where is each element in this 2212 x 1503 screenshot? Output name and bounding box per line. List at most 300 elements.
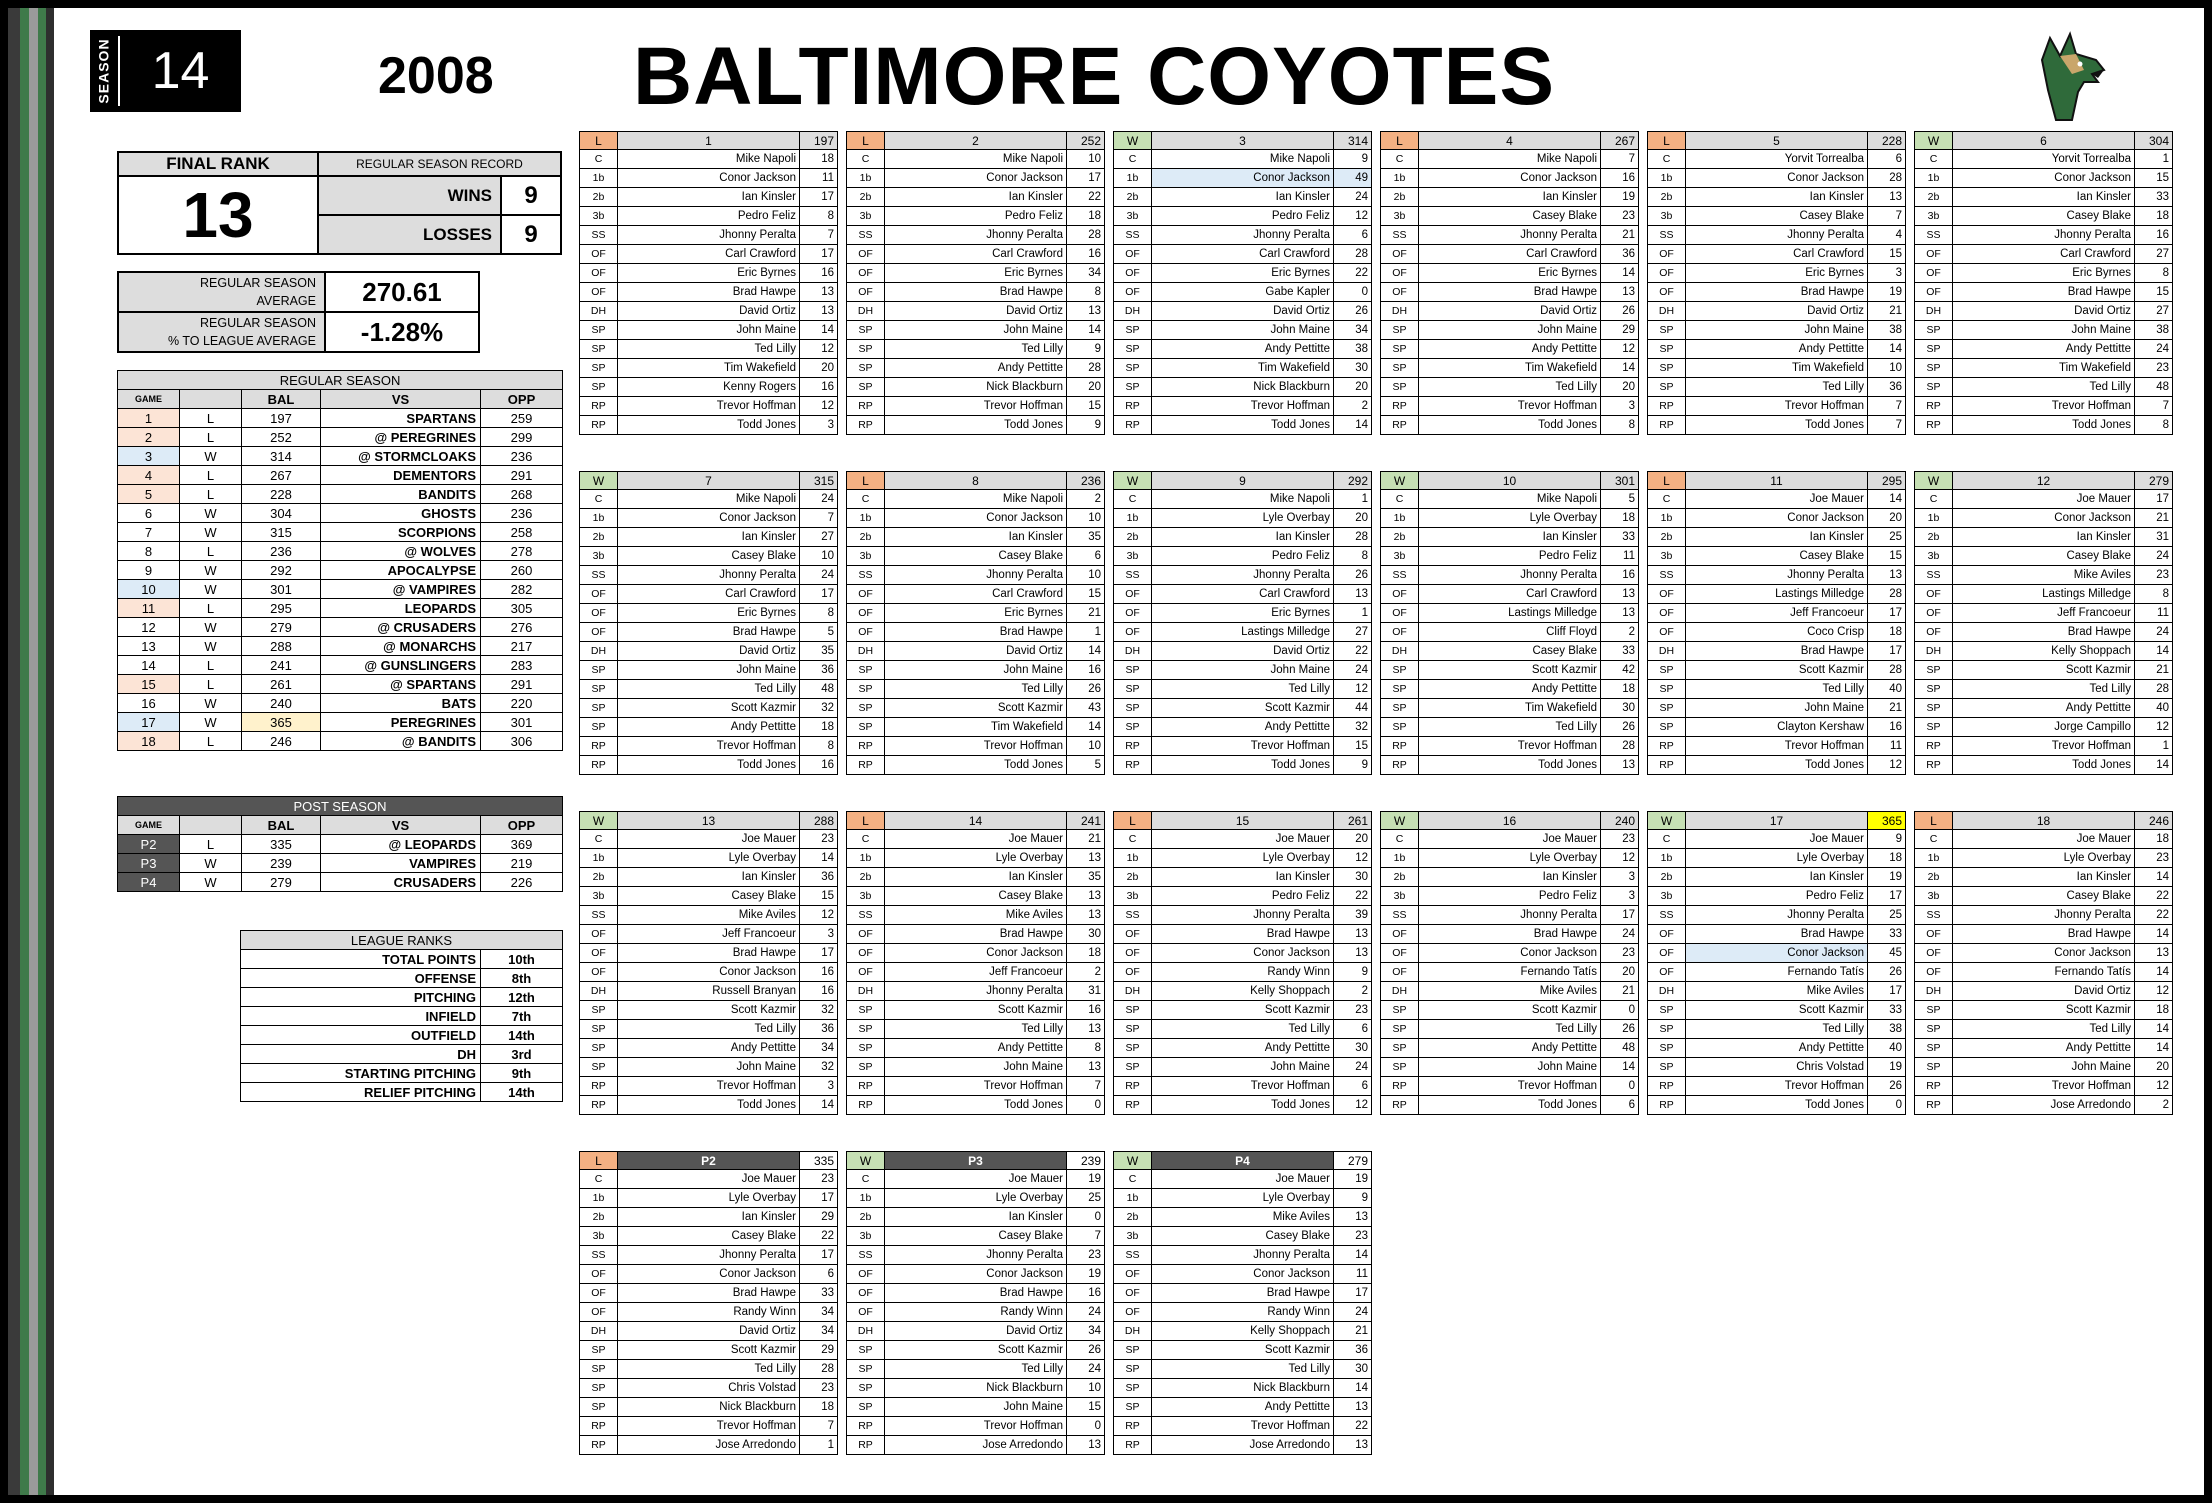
game-box [1914,811,2172,1115]
player-row [1114,1246,1372,1265]
position: OF [1915,585,1953,604]
player-points: 23 [800,1379,838,1398]
player-points: 12 [800,340,838,359]
game-result-badge: L [847,472,885,490]
player-points: 28 [1868,585,1906,604]
player-name: Casey Blake [1152,1227,1334,1246]
player-points: 12 [1601,849,1639,868]
position: 2b [1915,528,1953,547]
player-name: David Ortiz [1953,982,2135,1001]
game-number: 3 [1152,132,1334,150]
table-row [118,523,563,542]
position: OF [1915,944,1953,963]
opponent: BANDITS [321,485,481,504]
position: RP [580,756,618,775]
player-row [1114,150,1372,169]
player-name: Nick Blackburn [1152,1379,1334,1398]
player-row [1114,623,1372,642]
player-name: Ted Lilly [1152,1360,1334,1379]
player-row [847,1039,1105,1058]
player-points: 21 [1334,1322,1372,1341]
position: OF [580,1284,618,1303]
position: C [580,150,618,169]
opp-score: 301 [481,713,563,732]
game-box [579,1151,837,1455]
position: 2b [580,868,618,887]
rank-row [241,950,563,969]
player-row [1114,1058,1372,1077]
player-row [1114,1170,1372,1189]
player-name: Brad Hawpe [1686,642,1868,661]
player-points: 15 [1868,547,1906,566]
player-name: Jhonny Peralta [1152,906,1334,925]
game-result-badge: L [1648,132,1686,150]
player-name: Conor Jackson [618,169,800,188]
player-row [1381,226,1639,245]
player-name: Coco Crisp [1686,623,1868,642]
player-name: Nick Blackburn [1152,378,1334,397]
final-rank-value: 13 [118,176,318,254]
position: 1b [580,849,618,868]
player-row [1915,359,2173,378]
game-number: 6 [118,504,180,523]
player-name: Joe Mauer [618,830,800,849]
player-row [1114,1077,1372,1096]
game-result-badge: L [847,812,885,830]
position: SP [847,378,885,397]
game-score: 295 [1868,472,1906,490]
player-name: Tim Wakefield [1152,359,1334,378]
player-name: Joe Mauer [885,1170,1067,1189]
player-row [580,264,838,283]
player-row [580,245,838,264]
player-points: 22 [1334,642,1372,661]
player-points: 24 [800,566,838,585]
post-season-table [117,796,563,892]
player-points: 18 [2135,207,2173,226]
player-row [847,868,1105,887]
player-points: 12 [1334,849,1372,868]
position: OF [847,264,885,283]
position: SP [1648,1001,1686,1020]
player-name: Andy Pettitte [885,359,1067,378]
player-points: 36 [800,1020,838,1039]
game-result-badge: W [1915,472,1953,490]
player-name: Fernando Tatís [1953,963,2135,982]
game-number: 1 [118,409,180,428]
player-row [1114,1284,1372,1303]
player-row [1114,1001,1372,1020]
player-name: Conor Jackson [1152,944,1334,963]
player-name: Andy Pettitte [1686,340,1868,359]
player-points: 9 [1868,830,1906,849]
player-name: Fernando Tatís [1686,963,1868,982]
player-row [1915,283,2173,302]
player-points: 40 [1868,680,1906,699]
player-row [1915,509,2173,528]
opp-score: 291 [481,466,563,485]
player-row [1381,1096,1639,1115]
player-name: Brad Hawpe [885,1284,1067,1303]
position: OF [1114,623,1152,642]
opponent: @ CRUSADERS [321,618,481,637]
opp-score: 258 [481,523,563,542]
player-points: 28 [1067,359,1105,378]
position: RP [1648,416,1686,435]
position: DH [1648,642,1686,661]
player-points: 24 [1334,188,1372,207]
player-points: 16 [1067,1001,1105,1020]
player-points: 12 [800,906,838,925]
player-row [580,490,838,509]
player-row [580,868,838,887]
game-number: 13 [118,637,180,656]
player-points: 12 [1334,680,1372,699]
player-points: 21 [1067,830,1105,849]
player-name: Brad Hawpe [885,283,1067,302]
player-row [1915,906,2173,925]
player-name: Ian Kinsler [885,868,1067,887]
opponent: BATS [321,694,481,713]
player-name: Conor Jackson [1953,944,2135,963]
player-row [580,1227,838,1246]
position: SP [847,340,885,359]
rank-value: 9th [481,1064,563,1083]
position: 3b [580,1227,618,1246]
player-name: Ian Kinsler [1419,188,1601,207]
player-points: 14 [1868,340,1906,359]
player-name: John Maine [1152,321,1334,340]
position: 3b [1915,547,1953,566]
player-name: Pedro Feliz [618,207,800,226]
player-name: Eric Byrnes [1152,264,1334,283]
player-points: 2 [2135,1096,2173,1115]
position: SP [580,321,618,340]
table-row [118,713,563,732]
player-points: 29 [800,1341,838,1360]
player-name: Todd Jones [885,416,1067,435]
player-name: Ted Lilly [1686,680,1868,699]
player-row [1381,585,1639,604]
game-result-badge: L [847,132,885,150]
player-points: 19 [1601,188,1639,207]
player-row [580,849,838,868]
losses-label: LOSSES [318,215,501,254]
player-name: Andy Pettitte [1419,340,1601,359]
player-points: 14 [2135,925,2173,944]
position: SP [1648,1039,1686,1058]
player-name: Andy Pettitte [1686,1039,1868,1058]
player-row [847,1020,1105,1039]
game-number: 9 [118,561,180,580]
player-row [580,188,838,207]
player-name: Todd Jones [1953,756,2135,775]
player-points: 12 [2135,718,2173,737]
player-row [1648,718,1906,737]
position: OF [1648,585,1686,604]
col-bal: BAL [242,390,321,409]
player-points: 13 [1067,1058,1105,1077]
player-name: Brad Hawpe [618,1284,800,1303]
player-row [1381,509,1639,528]
player-row [847,830,1105,849]
player-points: 24 [1334,661,1372,680]
player-name: John Maine [885,1398,1067,1417]
table-row [118,854,563,873]
player-row [1114,699,1372,718]
player-name: Joe Mauer [1419,830,1601,849]
game-result: L [180,599,242,618]
player-row [847,566,1105,585]
player-row [847,585,1105,604]
player-name: Scott Kazmir [1953,661,2135,680]
position: 2b [1648,188,1686,207]
player-row [580,1398,838,1417]
player-points: 20 [1601,963,1639,982]
player-points: 17 [1868,604,1906,623]
position: 1b [1915,509,1953,528]
player-row [1648,1039,1906,1058]
position: SP [580,680,618,699]
rank-row [241,1064,563,1083]
game-box [1113,811,1371,1115]
position: 1b [580,1189,618,1208]
position: SS [1114,226,1152,245]
player-row [847,718,1105,737]
player-name: Russell Branyan [618,982,800,1001]
player-row [847,1284,1105,1303]
pct-league-value: -1.28% [325,312,479,352]
player-points: 24 [2135,340,2173,359]
player-row [1114,207,1372,226]
player-row [1648,283,1906,302]
player-points: 11 [1868,737,1906,756]
player-points: 9 [1067,416,1105,435]
position: 3b [847,1227,885,1246]
player-row [580,1170,838,1189]
position: 1b [847,169,885,188]
player-row [580,226,838,245]
game-score: 241 [1067,812,1105,830]
position: OF [580,963,618,982]
player-points: 20 [800,359,838,378]
player-row [1648,302,1906,321]
player-row [847,1303,1105,1322]
position: 2b [1648,868,1686,887]
player-row [1381,245,1639,264]
table-row [118,447,563,466]
player-name: Scott Kazmir [1686,1001,1868,1020]
player-points: 16 [1601,566,1639,585]
player-points: 16 [800,982,838,1001]
game-number: 16 [118,694,180,713]
player-points: 12 [1334,1096,1372,1115]
player-name: Brad Hawpe [1953,283,2135,302]
position: SP [1915,718,1953,737]
position: RP [847,1077,885,1096]
game-result-badge: W [1648,812,1686,830]
player-row [847,1077,1105,1096]
player-row [847,264,1105,283]
position: C [1915,830,1953,849]
player-row [847,1096,1105,1115]
player-points: 21 [1601,982,1639,1001]
opponent: VAMPIRES [321,854,481,873]
player-row [1114,1227,1372,1246]
player-row [847,302,1105,321]
player-points: 20 [2135,1058,2173,1077]
player-points: 43 [1067,699,1105,718]
player-name: Lyle Overbay [618,1189,800,1208]
player-row [1381,1001,1639,1020]
player-points: 26 [1067,680,1105,699]
player-points: 13 [1067,1020,1105,1039]
player-row [1381,302,1639,321]
player-name: Casey Blake [885,887,1067,906]
player-row [580,642,838,661]
player-name: Carl Crawford [618,245,800,264]
post-season-title: POST SEASON [118,797,563,816]
position: 3b [1648,547,1686,566]
pct-league-label: REGULAR SEASON % TO LEAGUE AVERAGE [118,312,325,352]
rank-label: RELIEF PITCHING [241,1083,481,1102]
player-row [1648,906,1906,925]
player-points: 14 [1334,416,1372,435]
position: SP [580,378,618,397]
position: C [1381,150,1419,169]
position: 1b [1381,169,1419,188]
player-row [847,661,1105,680]
player-row [580,925,838,944]
player-points: 11 [1601,547,1639,566]
position: RP [1648,756,1686,775]
rank-row [241,1083,563,1102]
player-name: Chris Volstad [1686,1058,1868,1077]
player-name: Ian Kinsler [1419,528,1601,547]
player-row [1381,359,1639,378]
player-name: Scott Kazmir [1686,661,1868,680]
position: 3b [1114,887,1152,906]
player-name: John Maine [1686,699,1868,718]
position: OF [1381,604,1419,623]
player-row [1381,680,1639,699]
player-row [1648,226,1906,245]
game-score: 197 [800,132,838,150]
player-name: Andy Pettitte [1419,680,1601,699]
game-number: 7 [618,472,800,490]
player-row [580,1417,838,1436]
table-row [118,504,563,523]
position: SP [580,1360,618,1379]
position: SP [1648,1058,1686,1077]
position: C [580,1170,618,1189]
player-row [1915,604,2173,623]
player-row [1915,925,2173,944]
player-points: 7 [1067,1077,1105,1096]
player-row [1648,150,1906,169]
player-row [1381,756,1639,775]
opponent: APOCALYPSE [321,561,481,580]
position: SP [1648,699,1686,718]
position: 3b [1381,547,1419,566]
game-result: W [180,504,242,523]
player-points: 10 [1067,1379,1105,1398]
player-name: Jhonny Peralta [1419,566,1601,585]
game-result: W [180,523,242,542]
player-row [1381,1077,1639,1096]
player-points: 7 [800,226,838,245]
position: SP [580,359,618,378]
player-name: John Maine [618,321,800,340]
position: SP [1915,661,1953,680]
game-header [847,1152,1105,1170]
player-row [580,1265,838,1284]
player-points: 14 [1067,718,1105,737]
player-row [1915,245,2173,264]
player-points: 33 [1868,1001,1906,1020]
player-row [580,756,838,775]
player-points: 23 [1601,944,1639,963]
position: 1b [1114,169,1152,188]
player-row [1381,321,1639,340]
player-points: 8 [800,604,838,623]
player-row [1915,150,2173,169]
player-name: Joe Mauer [1686,490,1868,509]
table-row [118,409,563,428]
player-name: Eric Byrnes [1152,604,1334,623]
player-points: 26 [1067,1341,1105,1360]
player-points: 20 [1334,830,1372,849]
rank-row [241,1026,563,1045]
player-row [580,944,838,963]
player-row [580,1303,838,1322]
player-points: 38 [1868,1020,1906,1039]
game-number: 8 [885,472,1067,490]
player-row [1114,1398,1372,1417]
position: C [847,830,885,849]
player-points: 1 [2135,737,2173,756]
player-row [580,737,838,756]
player-row [1381,906,1639,925]
position: OF [1114,283,1152,302]
player-points: 16 [800,963,838,982]
player-points: 9 [1334,756,1372,775]
player-points: 8 [1067,283,1105,302]
game-score: 279 [1334,1152,1372,1170]
player-points: 22 [1334,1417,1372,1436]
player-name: Trevor Hoffman [1419,737,1601,756]
player-row [847,699,1105,718]
player-points: 36 [800,661,838,680]
position: SP [1381,1001,1419,1020]
player-row [847,1058,1105,1077]
player-points: 27 [2135,302,2173,321]
player-name: Lyle Overbay [1686,849,1868,868]
player-name: Todd Jones [1686,416,1868,435]
position: OF [1381,245,1419,264]
player-name: Trevor Hoffman [1152,1417,1334,1436]
player-row [580,604,838,623]
player-points: 3 [1601,397,1639,416]
position: 2b [1114,528,1152,547]
game-box [1113,131,1371,435]
game-number: 4 [118,466,180,485]
position: SS [580,906,618,925]
game-result-badge: L [1381,132,1419,150]
position: OF [580,925,618,944]
position: SP [1648,340,1686,359]
position: RP [1915,756,1953,775]
